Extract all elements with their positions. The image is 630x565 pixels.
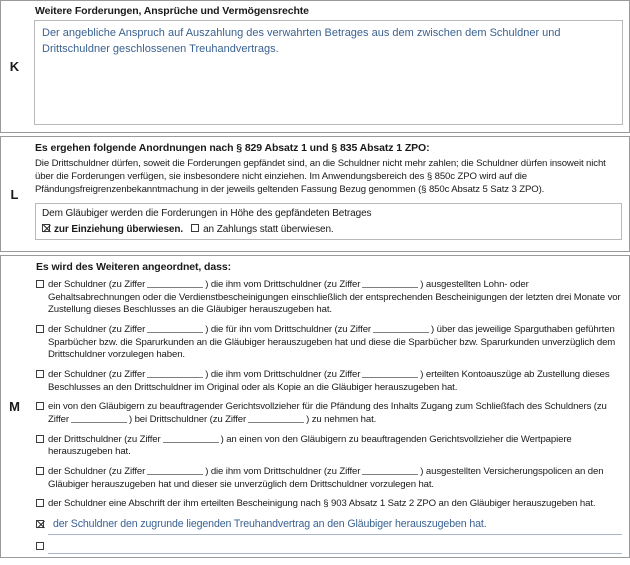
section-m-item-text: ein von den Gläubigern zu beauftragender Gerichtsvollzieher für die Pfändung des Inhalts Zugang zum Schließfach des Schuldners (zu Ziffer ) bei Drittschuldner (zu Ziffer ) zu nehmen hat. <box>48 401 607 425</box>
blank-field[interactable] <box>147 324 203 333</box>
checkbox-section-m-item-5[interactable] <box>36 435 44 443</box>
checkbox-section-m-item-8[interactable] <box>36 520 44 528</box>
checkbox-section-m-item-9[interactable] <box>36 542 44 550</box>
section-l <box>0 136 630 252</box>
checkbox-section-m-item-1[interactable] <box>36 280 44 288</box>
section-l-letter: L <box>0 136 28 252</box>
blank-field[interactable] <box>362 369 418 378</box>
section-k-letter: K <box>0 0 28 133</box>
section-l-content <box>28 136 630 252</box>
checkbox-section-m-item-2[interactable] <box>36 325 44 333</box>
section-m-item <box>36 518 622 535</box>
section-m-item <box>36 369 622 394</box>
section-l-heading: Es ergehen folgende Anordnungen nach § 829 Absatz 1 und § 835 Absatz 1 ZPO: <box>35 142 430 154</box>
section-m-item <box>36 279 622 317</box>
section-l-paragraph: Die Drittschuldner dürfen, soweit die Forderungen gepfändet sind, an die Schuldner nicht mehr zahlen; die Schuldner dürfen insoweit nicht über die Forderungen verfügen, sie insbesondere nicht einziehen. Im Anwendungsbereich des § 850c ZPO wird auf die Pfändungsfreigrenzenbekanntmachung in der jeweils geltenden Fassung Bezug genommen (§ 850c Absatz 5 Satz 3 ZPO). <box>35 158 606 195</box>
blank-field[interactable] <box>147 369 203 378</box>
section-m-item <box>36 401 622 426</box>
blank-field[interactable] <box>362 466 418 475</box>
section-m-item <box>36 324 622 362</box>
blank-field[interactable] <box>362 279 418 288</box>
section-l-option-box <box>35 203 622 240</box>
section-m <box>0 255 630 558</box>
checkbox-zur-einziehung-ueberwiesen[interactable] <box>42 224 50 232</box>
section-m-letter: M <box>0 255 28 558</box>
checkbox-section-m-item-7[interactable] <box>36 499 44 507</box>
checkbox-an-zahlungs-statt-ueberwiesen[interactable] <box>191 224 199 232</box>
label-zur-einziehung-ueberwiesen: zur Einziehung überwiesen. <box>54 223 184 235</box>
blank-field[interactable] <box>71 414 127 423</box>
section-m-content <box>28 255 630 558</box>
blank-field[interactable] <box>248 414 304 423</box>
section-m-item-text[interactable] <box>48 541 622 554</box>
section-m-item-text: der Drittschuldner (zu Ziffer ) an einen von den Gläubigern zu beauftragenden Gerichtsvollzieher die Wertpapiere herauszugeben hat. <box>48 433 572 458</box>
section-m-item <box>36 498 622 511</box>
section-m-item-list <box>35 279 622 554</box>
checkbox-section-m-item-4[interactable] <box>36 402 44 410</box>
blank-field[interactable] <box>163 434 219 443</box>
section-m-item <box>36 466 622 491</box>
section-m-item-text: der Schuldner (zu Ziffer ) die ihm vom Drittschuldner (zu Ziffer ) ausgestellten Versicherungspolicen an den Gläubiger herauszugeben hat und dieser sie unverzüglich dem Drittschuldner vorzulegen hat. <box>48 465 604 490</box>
section-k <box>0 0 630 133</box>
blank-field[interactable] <box>373 324 429 333</box>
section-l-options <box>42 224 615 235</box>
blank-field[interactable] <box>147 279 203 288</box>
section-k-content <box>28 0 630 133</box>
section-m-item-text: der Schuldner (zu Ziffer ) die für ihn vom Drittschuldner (zu Ziffer ) über das jeweilige Sparguthaben geführten Sparbücher bzw. die Sparurkunden an die Gläubiger herauszugeben hat und diese die Sparbücher bzw. Sparurkunden unverzüglich dem Drittschuldner vorzulegen haben. <box>48 323 616 361</box>
blank-field[interactable] <box>147 466 203 475</box>
section-m-item-text: der Schuldner eine Abschrift der ihm erteilten Bescheinigung nach § 903 Absatz 1 Satz 2 ZPO an den Gläubiger herauszugeben hat. <box>48 498 596 510</box>
section-m-item-text: der Schuldner (zu Ziffer ) die ihm vom Drittschuldner (zu Ziffer ) erteilten Kontoauszüge ab Zustellung dieses Beschlusses an den Drittschuldner im Original oder als Kopie an die Gläubiger herauszugeben hat. <box>48 368 610 393</box>
section-m-item <box>36 541 622 554</box>
checkbox-section-m-item-6[interactable] <box>36 467 44 475</box>
checkbox-section-m-item-3[interactable] <box>36 370 44 378</box>
section-k-entry-box[interactable] <box>34 20 623 125</box>
section-k-title: Weitere Forderungen, Ansprüche und Vermögensrechte <box>35 5 309 17</box>
label-an-zahlungs-statt-ueberwiesen: an Zahlungs statt überwiesen. <box>203 223 334 235</box>
section-m-item <box>36 434 622 459</box>
section-l-box-intro: Dem Gläubiger werden die Forderungen in Höhe des gepfändeten Betrages <box>42 207 372 219</box>
section-m-item-text[interactable]: der Schuldner den zugrunde liegenden Treuhandvertrag an den Gläubiger herauszugeben hat. <box>48 518 622 535</box>
section-m-item-text: der Schuldner (zu Ziffer ) die ihm vom Drittschuldner (zu Ziffer ) ausgestellten Lohn- oder Gehaltsabrechnungen oder die Verdienstbescheinigungen einschließlich der entsprechenden Bescheinigungen der letzten drei Monate vor Zustellung dieses Beschlusses an die Gläubiger herauszugeben hat. <box>48 279 621 316</box>
section-m-heading: Es wird des Weiteren angeordnet, dass: <box>36 261 231 273</box>
section-k-entry-text: Der angebliche Anspruch auf Auszahlung des verwahrten Betrages aus dem zwischen dem Schuldner und Drittschuldner geschlossenen Treuhandvertrags. <box>42 27 561 55</box>
